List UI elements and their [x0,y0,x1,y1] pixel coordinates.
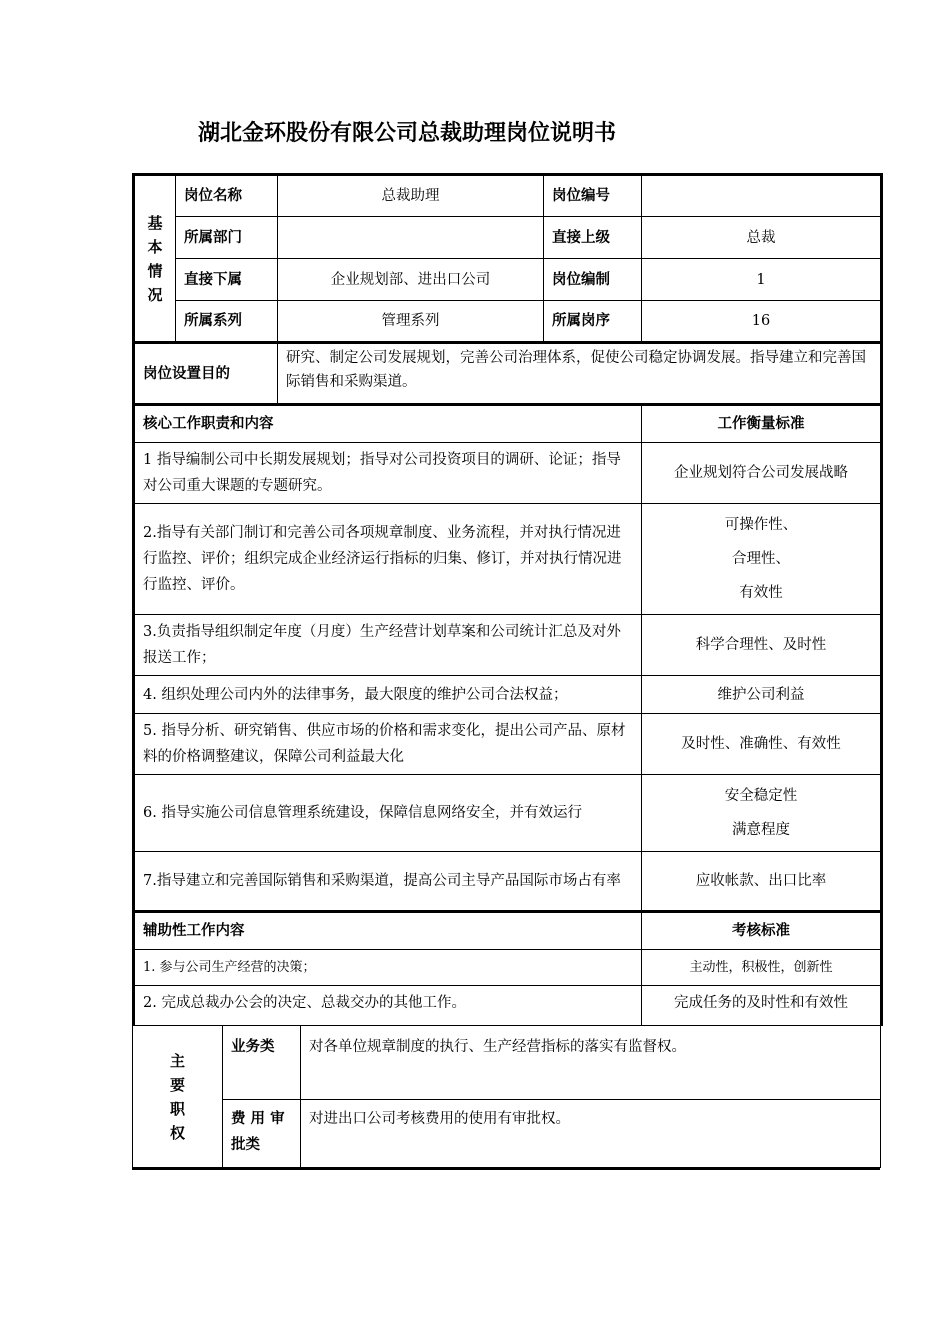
value-direct-subordinates: 企业规划部、进出口公司 [278,259,544,301]
core-duties-header: 核心工作职责和内容 [134,405,642,443]
value-headcount: 1 [642,259,882,301]
aux-standard-item: 主动性，积极性，创新性 [642,950,882,986]
label-headcount: 岗位编制 [544,259,642,301]
core-duty-item: 3.负责指导组织制定年度（月度）生产经营计划草案和公司统计汇总及对外报送工作； [134,615,642,676]
core-duty-item: 5. 指导分析、研究销售、供应市场的价格和需求变化，提出公司产品、原材料的价格调整建议，保障公司利益最大化 [134,714,642,775]
core-duty-item: 2.指导有关部门制订和完善公司各项规章制度、业务流程，并对执行情况进行监控、评价；组织完成企业经济运行指标的归集、修订，并对执行情况进行监控、评价。 [134,504,642,615]
value-direct-superior: 总裁 [642,217,882,259]
label-direct-superior: 直接上级 [544,217,642,259]
job-description-table [132,173,880,1170]
label-position-code: 岗位编号 [544,175,642,217]
purpose-text: 研究、制定公司发展规划，完善公司治理体系，促使公司稳定协调发展。指导建立和完善国际销售和采购渠道。 [278,343,882,405]
purpose-label: 岗位设置目的 [134,343,278,405]
authority-section-label: 主 要 职 权 [133,1026,223,1168]
value-series: 管理系列 [278,301,544,343]
value-position-name: 总裁助理 [278,175,544,217]
authority-text-expense: 对进出口公司考核费用的使用有审批权。 [301,1100,881,1168]
core-standard-item: 安全稳定性 满意程度 [642,775,882,852]
aux-duty-item: 2. 完成总裁办公会的决定、总裁交办的其他工作。 [134,986,642,1026]
core-duty-item: 4. 组织处理公司内外的法律事务，最大限度的维护公司合法权益； [134,676,642,714]
document-title: 湖北金环股份有限公司总裁助理岗位说明书 [198,121,617,146]
core-standard-item: 可操作性、 合理性、 有效性 [642,504,882,615]
core-standard-header: 工作衡量标准 [642,405,882,443]
core-standard-item: 应收帐款、出口比率 [642,852,882,912]
authority-text-business: 对各单位规章制度的执行、生产经营指标的落实有监督权。 [301,1026,881,1100]
label-position-name: 岗位名称 [176,175,278,217]
authority-table [132,1025,881,1168]
core-standard-item: 科学合理性、及时性 [642,615,882,676]
core-standard-item: 企业规划符合公司发展战略 [642,443,882,504]
aux-standard-item: 完成任务的及时性和有效性 [642,986,882,1026]
core-duty-item: 7.指导建立和完善国际销售和采购渠道，提高公司主导产品国际市场占有率 [134,852,642,912]
value-department [278,217,544,259]
main-table [132,173,883,1026]
aux-standard-header: 考核标准 [642,912,882,950]
table-bottom-border [132,1167,880,1170]
label-rank: 所属岗序 [544,301,642,343]
label-department: 所属部门 [176,217,278,259]
authority-label-expense: 费 用 审 批类 [223,1100,301,1168]
core-standard-item: 维护公司利益 [642,676,882,714]
aux-duty-item: 1. 参与公司生产经营的决策； [134,950,642,986]
authority-label-business: 业务类 [223,1026,301,1100]
value-position-code [642,175,882,217]
label-direct-subordinates: 直接下属 [176,259,278,301]
basic-info-section-label: 基 本 情 况 [134,175,176,343]
core-duty-item: 6. 指导实施公司信息管理系统建设，保障信息网络安全，并有效运行 [134,775,642,852]
value-rank: 16 [642,301,882,343]
label-series: 所属系列 [176,301,278,343]
core-duty-item: 1 指导编制公司中长期发展规划；指导对公司投资项目的调研、论证；指导对公司重大课题的专题研究。 [134,443,642,504]
core-standard-item: 及时性、准确性、有效性 [642,714,882,775]
aux-duties-header: 辅助性工作内容 [134,912,642,950]
